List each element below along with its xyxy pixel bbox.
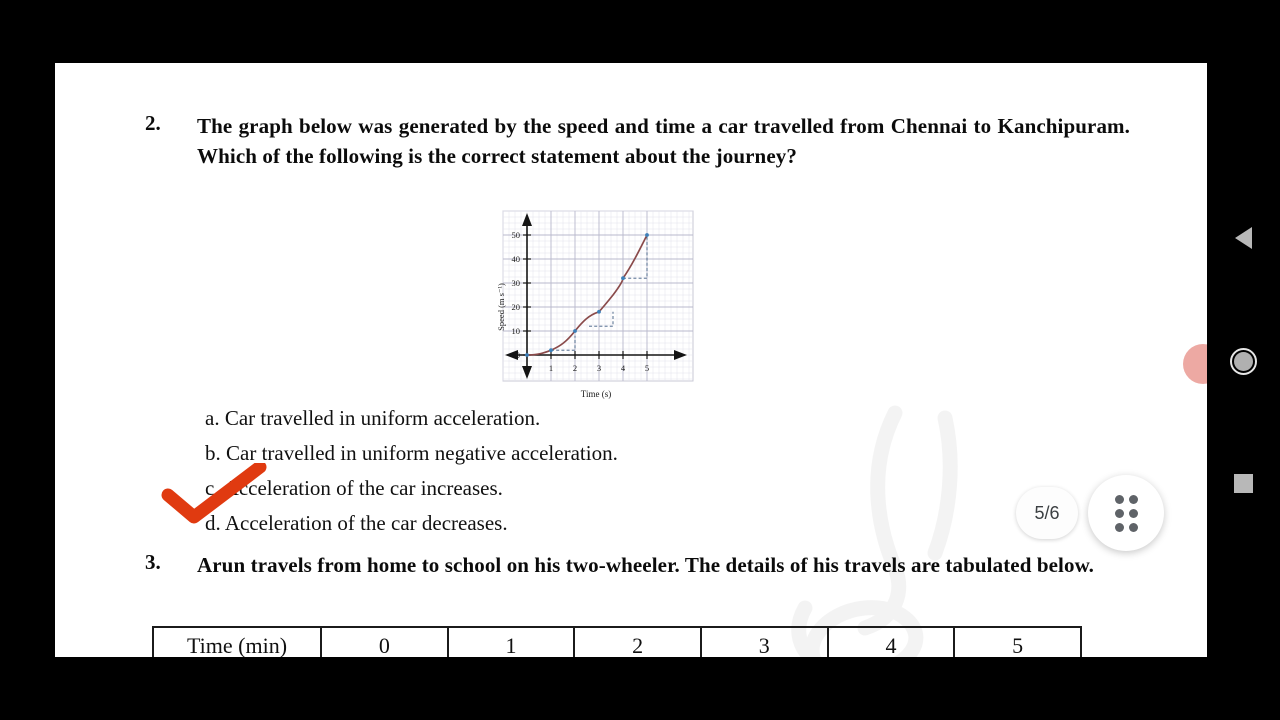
svg-text:20: 20 (511, 302, 520, 312)
square-recents-icon (1234, 474, 1253, 493)
speed-time-graph (495, 207, 700, 407)
apps-grid-icon (1115, 495, 1138, 532)
x-axis-label: Time (s) (580, 389, 612, 399)
svg-text:0: 0 (515, 350, 520, 360)
travel-table (152, 626, 1082, 657)
triangle-left-icon (1235, 227, 1252, 249)
question-2 (145, 111, 1130, 171)
svg-text:4: 4 (620, 363, 626, 373)
question-2-number: 2. (145, 111, 161, 135)
option-a[interactable]: a. Car travelled in uniform acceleration. (205, 406, 541, 430)
svg-text:1: 1 (548, 363, 554, 373)
circle-home-icon (1230, 348, 1257, 375)
svg-text:3: 3 (596, 363, 602, 373)
question-3 (145, 550, 1175, 580)
question-2-text: The graph below was generated by the speed and time a car travelled from Chennai to Kanchipuram. Which of the following is the correct statement about the journey? (197, 114, 1130, 168)
y-axis-label: Speed (m s⁻¹) (496, 283, 506, 331)
answer-options (205, 401, 845, 541)
table-row (153, 627, 1081, 657)
table-cell-time-5: 5 (954, 627, 1081, 657)
table-cell-time-2: 2 (574, 627, 701, 657)
question-3-text: Arun travels from home to school on his two-wheeler. The details of his travels are tabulated below. (197, 553, 1095, 577)
table-cell-time-3: 3 (701, 627, 828, 657)
nav-recents-button[interactable] (1207, 463, 1280, 503)
svg-text:30: 30 (511, 278, 520, 288)
apps-grid-fab-button[interactable] (1088, 475, 1164, 551)
nav-back-button[interactable] (1207, 218, 1280, 258)
travel-table-wrapper (152, 626, 1082, 657)
table-cell-time-4: 4 (828, 627, 955, 657)
table-cell-time-1: 1 (448, 627, 575, 657)
option-d[interactable]: d. Acceleration of the car decreases. (205, 511, 508, 535)
speed-time-chart-svg (495, 207, 700, 407)
nav-home-button[interactable] (1207, 341, 1280, 381)
option-c[interactable]: c. Acceleration of the car increases. (205, 476, 503, 500)
option-b[interactable]: b. Car travelled in uniform negative acceleration. (205, 441, 618, 465)
document-page[interactable] (55, 63, 1207, 657)
svg-text:40: 40 (511, 254, 520, 264)
svg-text:50: 50 (511, 230, 520, 240)
android-navigation-bar (1207, 0, 1280, 720)
svg-text:10: 10 (511, 326, 520, 336)
table-cell-time-0: 0 (321, 627, 448, 657)
question-3-number: 3. (145, 550, 161, 574)
table-row-header: Time (min) (153, 627, 321, 657)
svg-text:5: 5 (644, 363, 650, 373)
page-indicator[interactable]: 5/6 (1016, 487, 1078, 539)
svg-text:2: 2 (572, 363, 578, 373)
